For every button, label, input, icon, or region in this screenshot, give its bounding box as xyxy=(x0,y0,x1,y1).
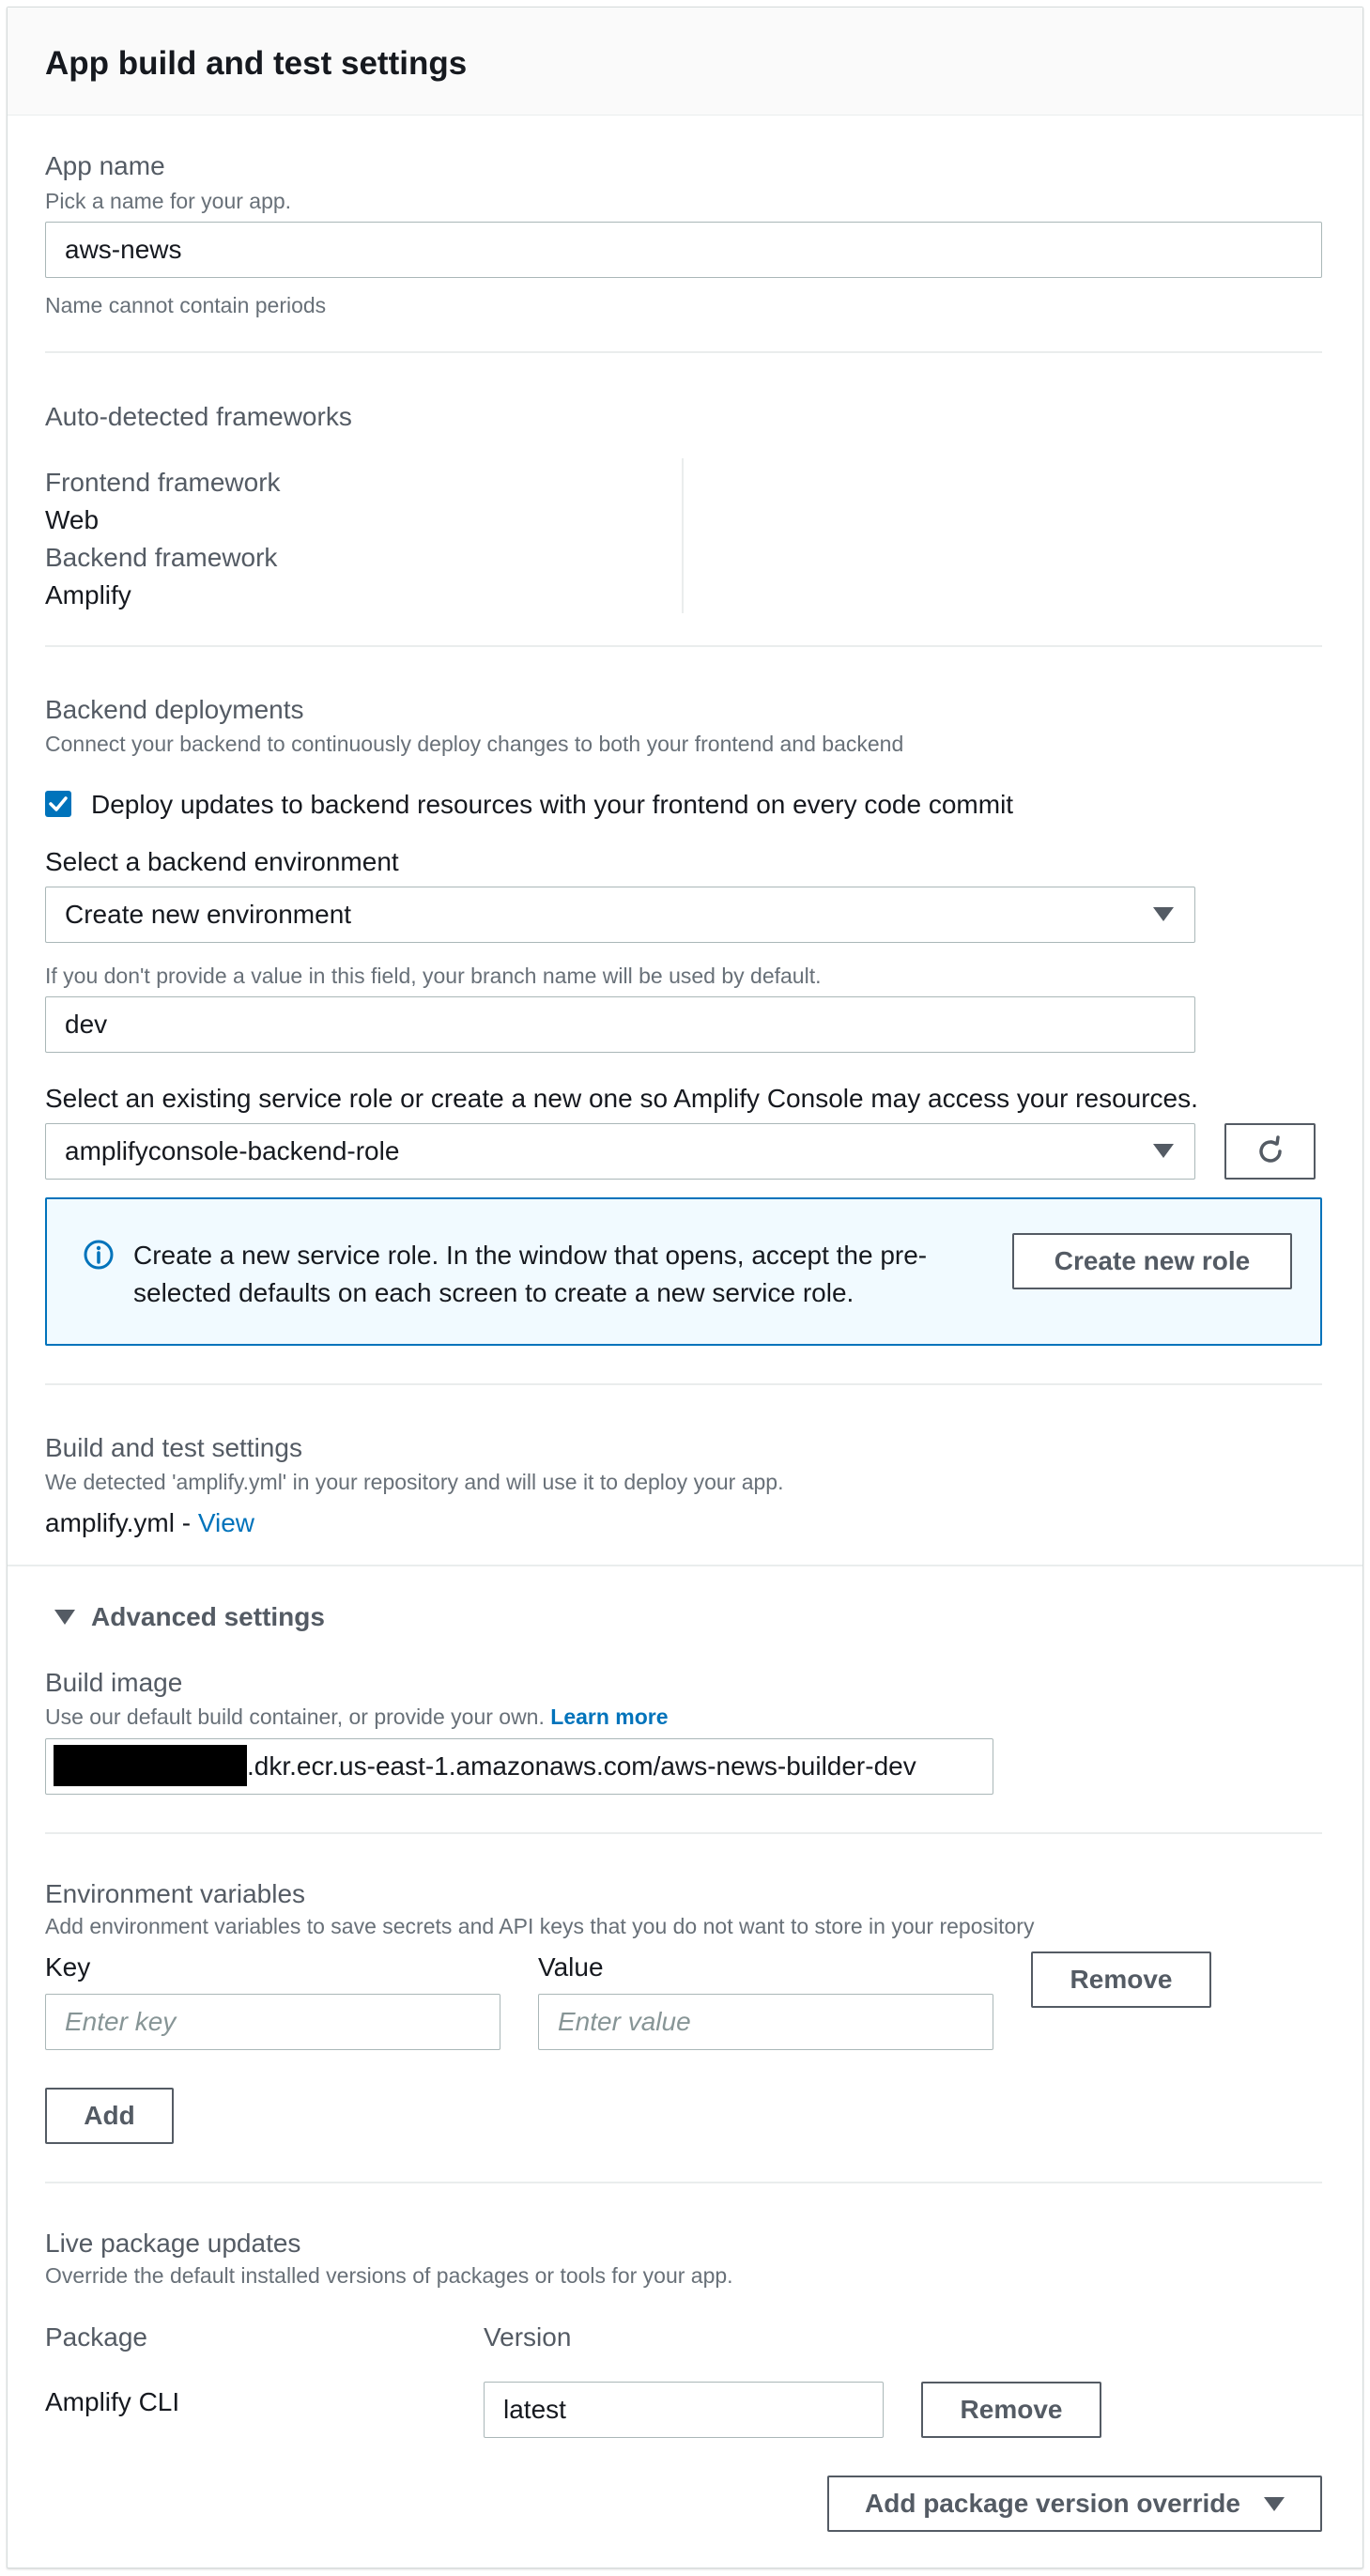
backend-environment-label: Select a backend environment xyxy=(45,847,399,876)
environment-name-input[interactable]: dev xyxy=(45,996,1195,1053)
build-spec-file xyxy=(45,1508,254,1538)
env-key-input[interactable]: Enter key xyxy=(45,1994,500,2050)
panel-title: App build and test settings xyxy=(45,45,468,82)
package-column-header: Package xyxy=(45,2322,147,2352)
redacted-account-id xyxy=(54,1745,247,1786)
view-build-spec-link[interactable]: View xyxy=(197,1508,255,1537)
backend-environment-selected: Create new environment xyxy=(65,900,352,929)
backend-deployments-title: Backend deployments xyxy=(45,695,304,724)
add-package-version-override-label: Add package version override xyxy=(865,2489,1240,2518)
build-test-settings-description: We detected 'amplify.yml' in your repository and will use it to deploy your app. xyxy=(45,1470,784,1494)
environment-hint: If you don't provide a value in this field, your branch name will be used by default. xyxy=(45,964,822,988)
environment-variables-title: Environment variables xyxy=(45,1879,306,1908)
divider xyxy=(45,351,1322,353)
backend-framework-label: Backend framework xyxy=(45,543,278,572)
panel-header xyxy=(8,8,1362,116)
build-image-description xyxy=(45,1704,669,1730)
service-role-label: Select an existing service role or create a new one so Amplify Console may access your resources. xyxy=(45,1084,1198,1113)
remove-env-var-button[interactable]: Remove xyxy=(1031,1951,1211,2008)
remove-package-button[interactable]: Remove xyxy=(921,2382,1101,2438)
info-icon xyxy=(83,1239,115,1271)
section-divider xyxy=(8,1565,1362,1566)
package-version-input[interactable]: latest xyxy=(484,2382,884,2438)
package-name: Amplify CLI xyxy=(45,2387,180,2416)
app-name-description: Pick a name for your app. xyxy=(45,189,292,213)
caret-down-icon xyxy=(1153,907,1174,921)
checkmark-icon xyxy=(45,791,71,817)
caret-down-icon xyxy=(1153,1144,1174,1158)
build-image-value: .dkr.ecr.us-east-1.amazonaws.com/aws-news-builder-dev xyxy=(247,1751,916,1781)
service-role-selected: amplifyconsole-backend-role xyxy=(65,1136,400,1165)
service-role-select[interactable] xyxy=(45,1123,1195,1180)
frontend-framework-value: Web xyxy=(45,505,100,534)
version-column-header: Version xyxy=(484,2322,572,2352)
advanced-settings-label: Advanced settings xyxy=(91,1602,325,1631)
refresh-roles-button[interactable] xyxy=(1224,1123,1316,1180)
refresh-icon xyxy=(1252,1133,1289,1170)
live-package-updates-title: Live package updates xyxy=(45,2229,301,2258)
app-name-constraint: Name cannot contain periods xyxy=(45,293,327,317)
learn-more-link[interactable]: Learn more xyxy=(550,1704,669,1729)
create-role-info-alert xyxy=(45,1197,1322,1346)
frameworks-title: Auto-detected frameworks xyxy=(45,402,352,431)
build-settings-panel xyxy=(7,7,1363,2568)
live-package-updates-description: Override the default installed versions of packages or tools for your app. xyxy=(45,2263,733,2288)
create-new-role-button[interactable]: Create new role xyxy=(1012,1233,1292,1289)
divider xyxy=(45,2182,1322,2183)
build-image-desc-text: Use our default build container, or provide your own. xyxy=(45,1704,545,1729)
build-image-label: Build image xyxy=(45,1668,183,1697)
deploy-backend-checkbox[interactable] xyxy=(45,791,71,817)
env-key-label: Key xyxy=(45,1952,91,1982)
add-env-var-button[interactable]: Add xyxy=(45,2088,174,2144)
env-value-input[interactable]: Enter value xyxy=(538,1994,993,2050)
backend-framework-value: Amplify xyxy=(45,580,131,609)
divider xyxy=(45,1383,1322,1385)
build-image-input[interactable] xyxy=(45,1738,993,1795)
create-role-info-text: Create a new service role. In the window that opens, accept the pre-selected defaults on each screen to create a new service role. xyxy=(133,1241,928,1307)
caret-down-icon xyxy=(54,1610,75,1625)
caret-down-icon xyxy=(1264,2497,1285,2511)
environment-variables-description: Add environment variables to save secrets and API keys that you do not want to store in your repository xyxy=(45,1914,1035,1938)
framework-column-divider xyxy=(682,458,684,613)
backend-deployments-description: Connect your backend to continuously deploy changes to both your frontend and backend xyxy=(45,732,904,756)
backend-environment-select[interactable] xyxy=(45,887,1195,943)
build-test-settings-title: Build and test settings xyxy=(45,1433,302,1462)
deploy-backend-checkbox-label[interactable]: Deploy updates to backend resources with your frontend on every code commit xyxy=(91,790,1014,819)
build-spec-filename: amplify.yml - xyxy=(45,1508,198,1537)
env-value-label: Value xyxy=(538,1952,604,1982)
app-name-label: App name xyxy=(45,151,165,180)
divider xyxy=(45,645,1322,647)
divider xyxy=(45,1832,1322,1834)
add-package-version-override-button[interactable] xyxy=(827,2476,1322,2532)
app-name-input[interactable]: aws-news xyxy=(45,222,1322,278)
frontend-framework-label: Frontend framework xyxy=(45,468,281,497)
